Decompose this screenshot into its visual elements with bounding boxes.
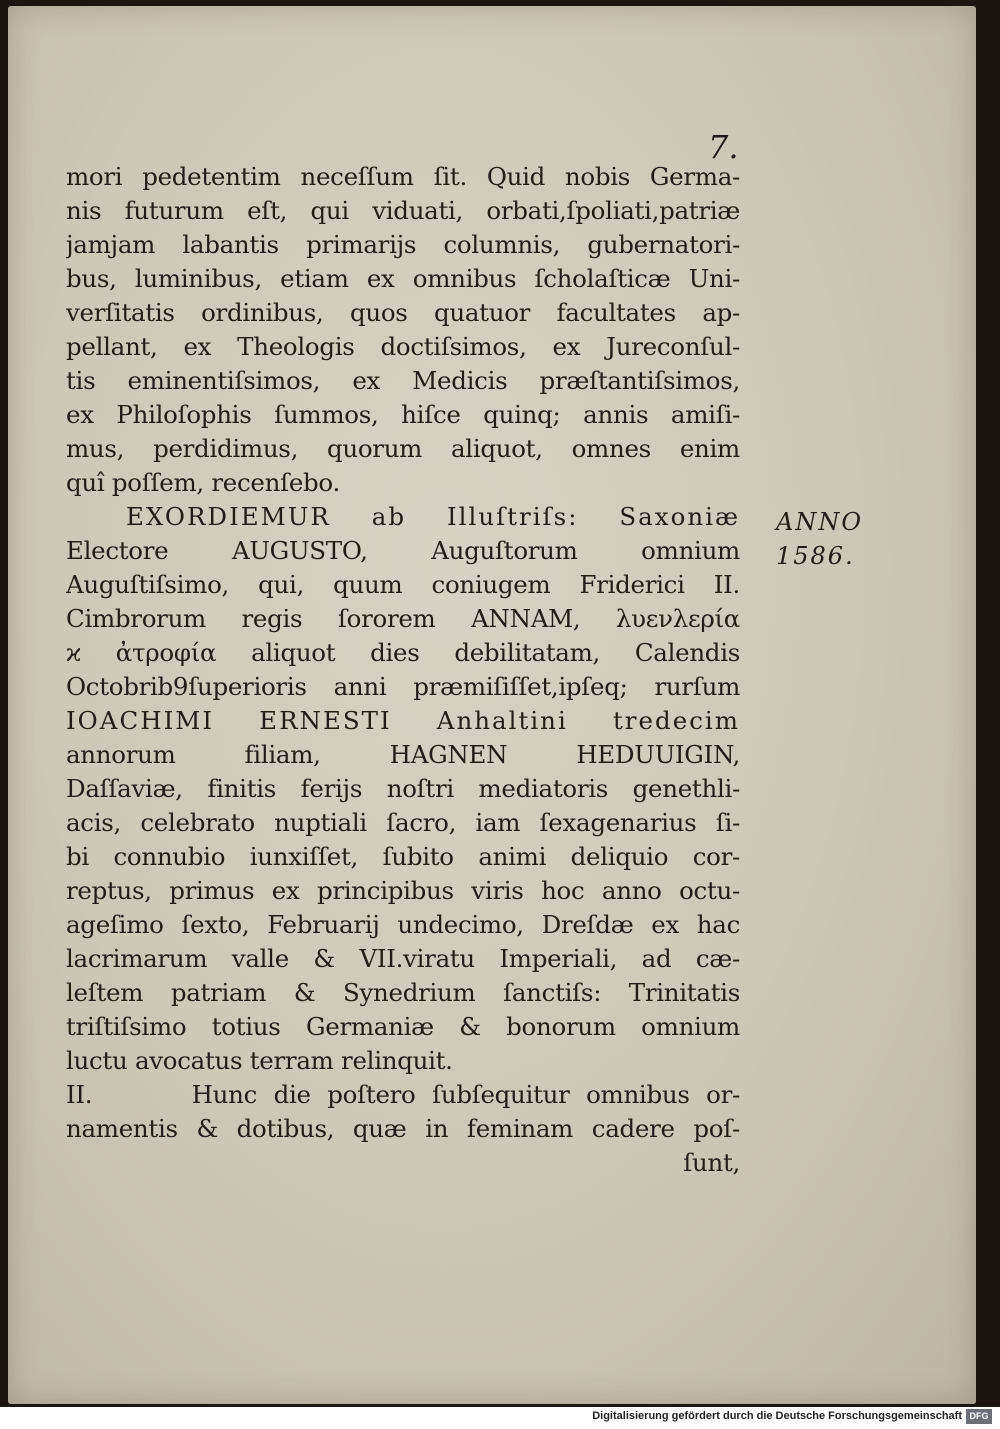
dfg-logo-icon: DFG	[966, 1409, 992, 1424]
footer-bar	[0, 1407, 1000, 1429]
text-line: verſitatis ordinibus, quos quatuor facultates ap-	[66, 298, 740, 327]
text-line: EXORDIEMUR ab Illuſtriſs: Saxoniæ	[126, 502, 740, 531]
text-line: triſtiſsimo totius Germaniæ & bonorum omnium	[66, 1012, 740, 1041]
text-line: bus, luminibus, etiam ex omnibus ſcholaſticæ Uni-	[66, 264, 740, 293]
text-line: luctu avocatus terram relinquit.	[66, 1046, 453, 1075]
text-line: mori pedetentim neceſſum ſit. Quid nobis Germa-	[66, 162, 740, 191]
text-line: ex Philoſophis ſummos, hiſce quinq; annis amiſi-	[66, 400, 740, 429]
marginal-note-year: 1586.	[776, 542, 855, 570]
marginal-note-anno: ANNO	[776, 508, 864, 536]
page-number: 7.	[708, 128, 739, 166]
text-line: IOACHIMI ERNESTI Anhaltini tredecim	[66, 706, 740, 735]
text-line: tis eminentiſsimos, ex Medicis præſtantiſsimos,	[66, 366, 740, 395]
main-text-block	[66, 160, 740, 1180]
text-line: ageſimo ſexto, Februarij undecimo, Dreſdæ ex hac	[66, 910, 740, 939]
text-line: annorum filiam, HAGNEN HEDUUIGIN,	[66, 740, 740, 769]
text-line: mus, perdidimus, quorum aliquot, omnes enim	[66, 434, 740, 463]
text-line: jamjam labantis primarijs columnis, gubernatori-	[66, 230, 740, 259]
text-line: bi connubio iunxiſſet, ſubito animi deliquio cor-	[66, 842, 740, 871]
text-line: quî poſſem, recenſebo.	[66, 468, 340, 497]
text-line: Cimbrorum regis ſororem ANNAM, λυενλερία	[66, 604, 740, 633]
text-line: reptus, primus ex principibus viris hoc anno octu-	[66, 876, 740, 905]
text-line: nis futurum eſt, qui viduati, orbati,ſpoliati,patriæ	[66, 196, 740, 225]
book-page	[8, 6, 976, 1404]
text-line: leſtem patriam & Synedrium ſanctiſs: Trinitatis	[66, 978, 740, 1007]
text-line: acis, celebrato nuptiali ſacro, iam ſexagenarius ſi-	[66, 808, 740, 837]
text-line: lacrimarum valle & VII.viratu Imperiali, ad cæ-	[66, 944, 740, 973]
text-line: Daſſaviæ, finitis ferijs noſtri mediatoris genethli-	[66, 774, 740, 803]
text-line: namentis & dotibus, quæ in feminam cadere poſ-	[66, 1114, 740, 1143]
text-line: Auguſtiſsimo, qui, quum coniugem Friderici II.	[66, 570, 740, 599]
text-line: ϰ ἀτροφία aliquot dies debilitatam, Calendis	[66, 638, 740, 667]
text-line: Octobrib9ſuperioris anni præmiſiſſet,ipſeq; rurſum	[66, 672, 740, 701]
text-line: pellant, ex Theologis doctiſsimos, ex Jureconſul-	[66, 332, 740, 361]
text-line: Electore AUGUSTO, Auguſtorum omnium	[66, 536, 740, 565]
catchword: ſunt,	[683, 1148, 740, 1177]
text-line: II. Hunc die poſtero ſubſequitur omnibus or-	[66, 1080, 740, 1109]
footer-credit: Digitalisierung gefördert durch die Deutsche Forschungsgemeinschaft	[592, 1410, 962, 1422]
